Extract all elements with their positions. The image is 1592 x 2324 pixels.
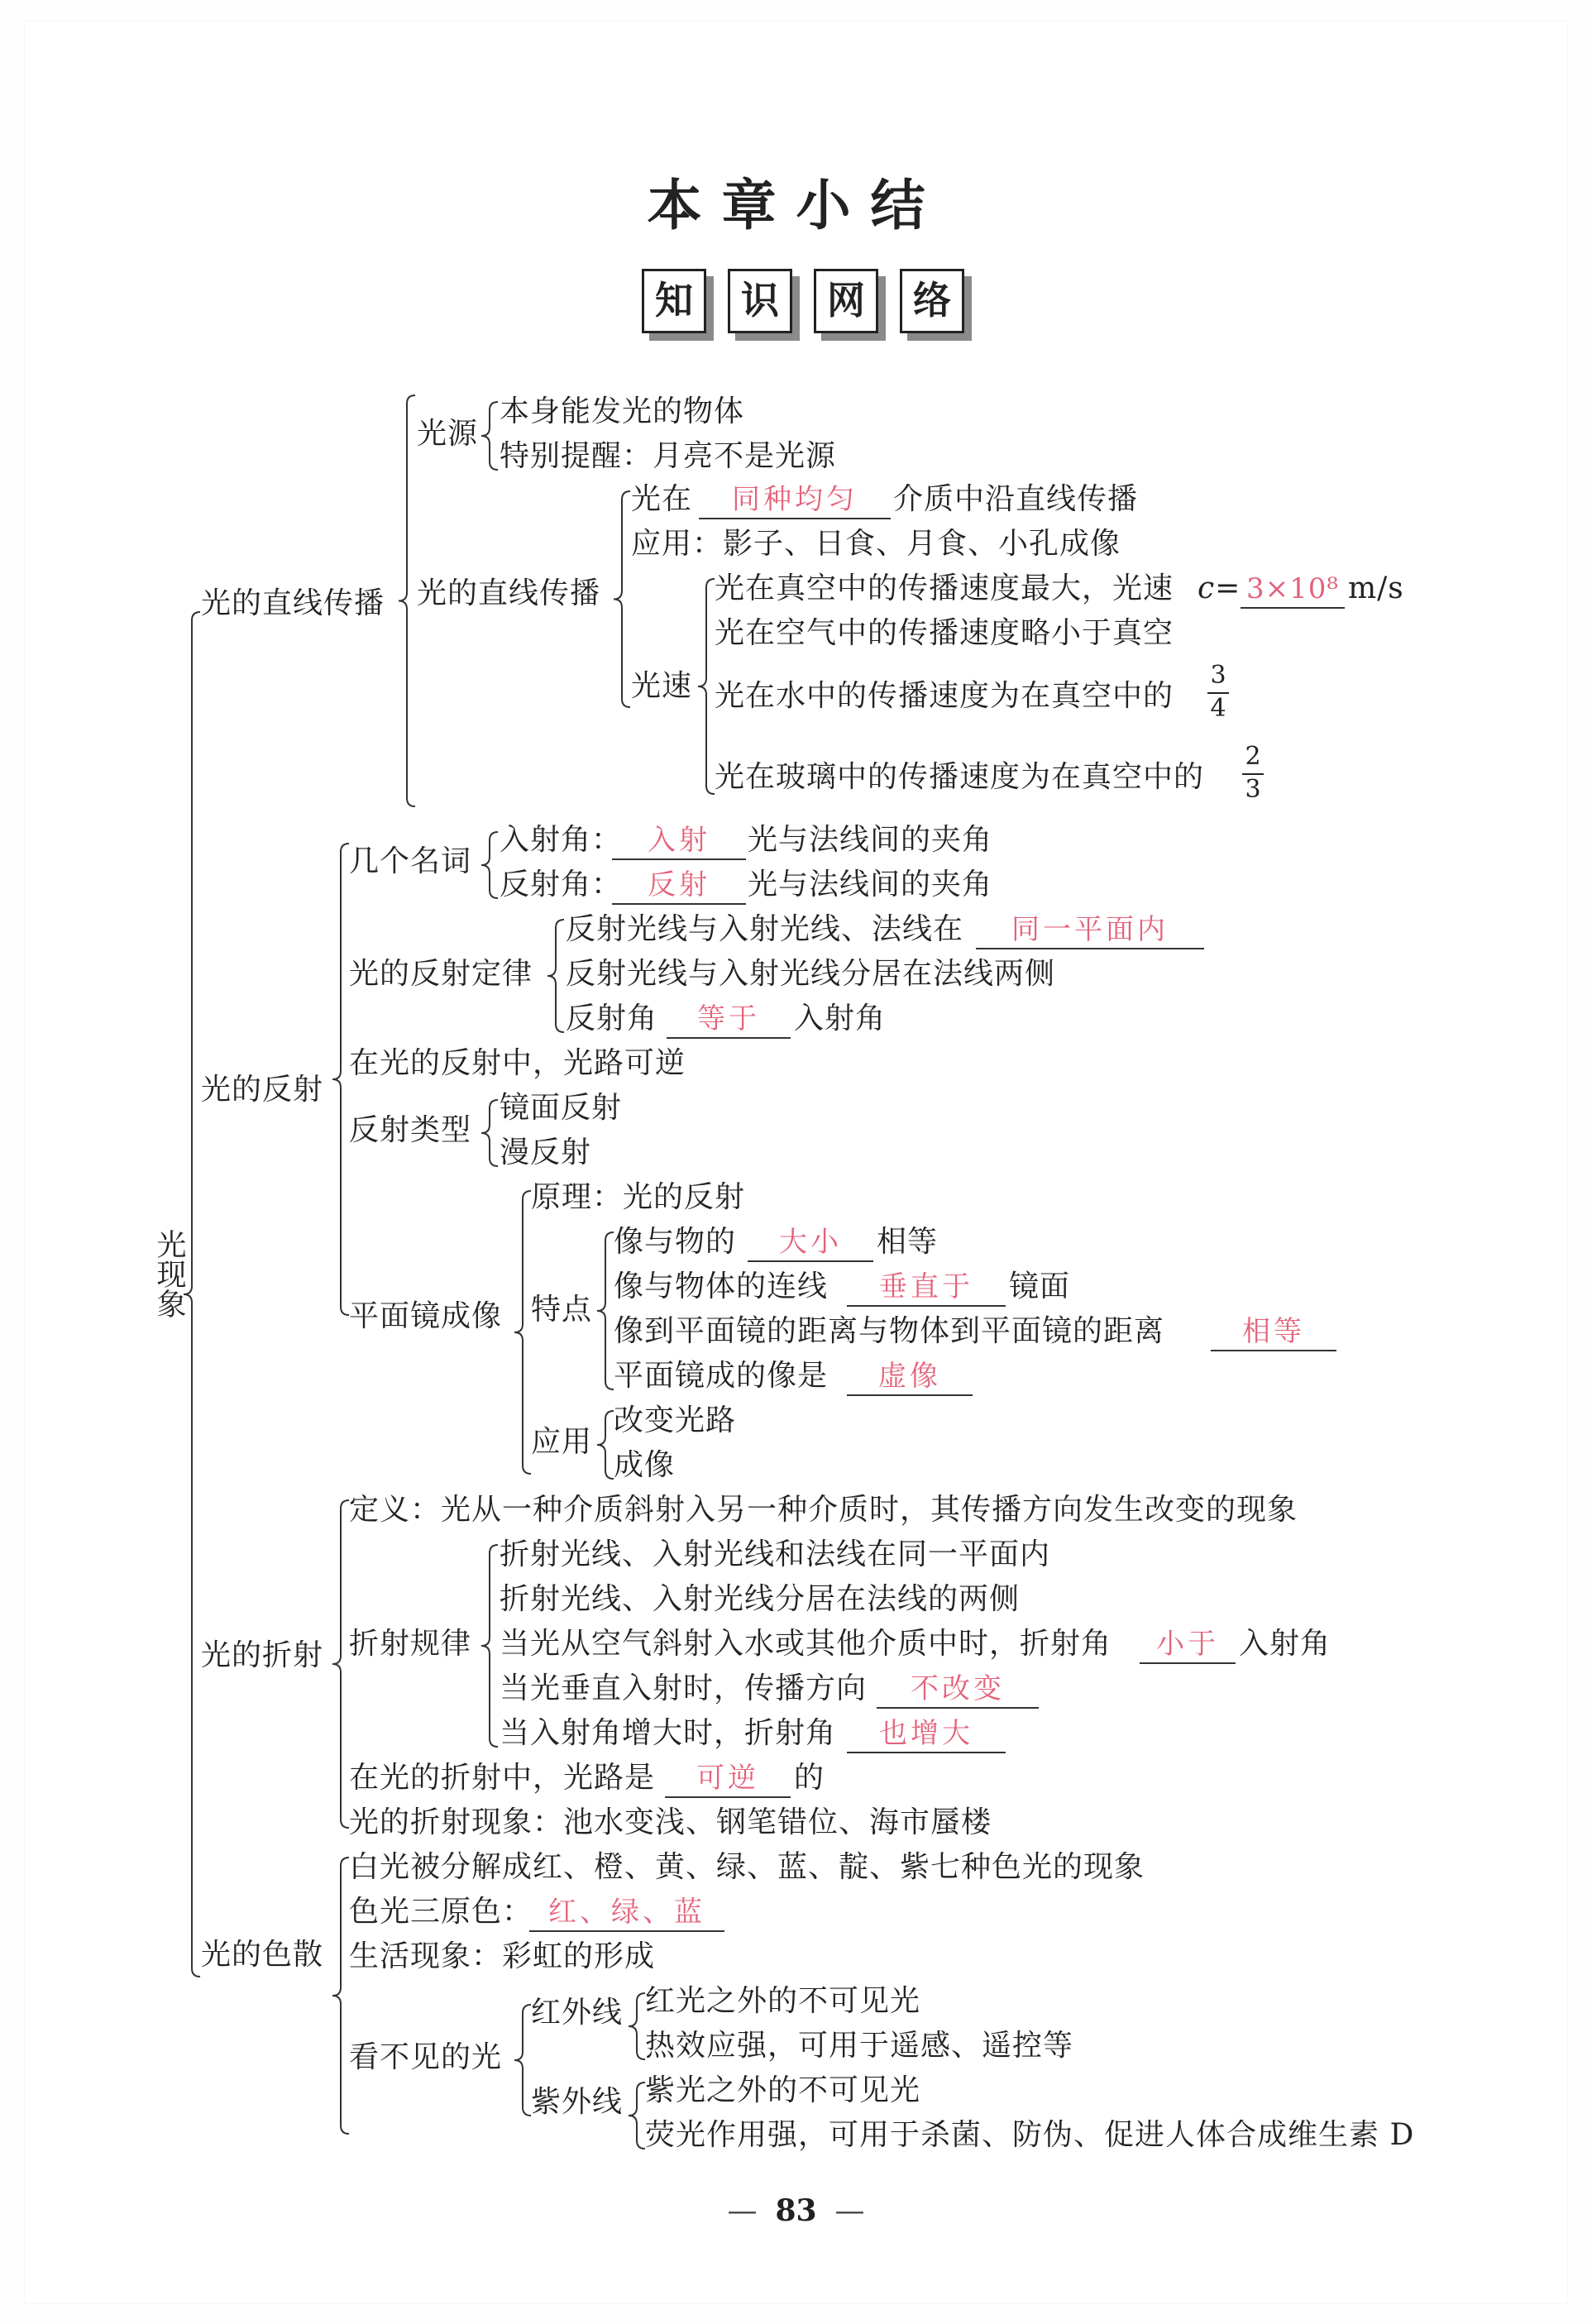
law-2: 反射光线与入射光线分居在法线两侧 <box>566 957 1056 991</box>
law-1-pre: 反射光线与入射光线、法线在 <box>566 912 964 946</box>
brace-reflection <box>332 844 349 1315</box>
light-source-label: 光源 <box>417 417 479 451</box>
mirror-features-label: 特点 <box>531 1293 593 1327</box>
straight-condition-post: 介质中沿直线传播 <box>893 482 1139 516</box>
answer-equal-to: 等于 <box>667 1001 791 1039</box>
type-diffuse: 漫反射 <box>500 1136 592 1169</box>
brace-straight <box>399 395 415 806</box>
plane-mirror-label: 平面镜成像 <box>349 1299 503 1333</box>
invisible-light-label: 看不见的光 <box>349 2040 503 2074</box>
refraction-definition: 定义：光从一种介质斜射入另一种介质时，其传播方向发生改变的现象 <box>349 1493 1298 1527</box>
answer-uniform-medium: 同种均匀 <box>699 481 891 519</box>
incidence-angle-pre: 入射角： <box>500 823 623 857</box>
light-source-item-1: 本身能发光的物体 <box>500 395 745 428</box>
section-label-char-2: 识 <box>728 269 792 333</box>
water-fraction-denominator: 4 <box>1210 694 1226 723</box>
feature-2-post: 镜面 <box>1009 1270 1071 1303</box>
page-number-value: 83 <box>775 2193 817 2228</box>
brace-straight-propagation <box>614 491 630 707</box>
mirror-use-label: 应用 <box>531 1425 593 1459</box>
branch-refraction: 光的折射 <box>201 1638 324 1672</box>
brace-reflection-law <box>547 920 564 1032</box>
speed-unit: m/s <box>1348 571 1404 605</box>
water-fraction-numerator: 3 <box>1210 661 1226 690</box>
glass-fraction-denominator: 3 <box>1245 775 1261 804</box>
answer-reversible: 可逆 <box>665 1760 791 1798</box>
terms-label: 几个名词 <box>349 844 472 878</box>
brace-plane-mirror <box>514 1191 531 1474</box>
brace-light-speed <box>698 579 715 794</box>
law-3-pre: 反射角 <box>566 1002 658 1035</box>
speed-water: 光在水中的传播速度为在真空中的 <box>715 679 1174 713</box>
answer-less-than: 小于 <box>1140 1626 1236 1664</box>
ultraviolet-item-2: 荧光作用强，可用于杀菌、防伪、促进人体合成维生素 D <box>645 2118 1415 2152</box>
root-label: 光现象 <box>152 1229 186 1318</box>
speed-vacuum-pre: 光在真空中的传播速度最大，光速 <box>715 571 1174 605</box>
dispersion-life-phenomenon: 生活现象：彩虹的形成 <box>349 1939 656 1973</box>
brace-refraction <box>332 1500 349 1828</box>
brace-light-source <box>481 402 498 470</box>
light-speed-label: 光速 <box>631 669 693 703</box>
speed-symbol: c= <box>1198 571 1241 605</box>
refraction-reversible-post: 的 <box>794 1761 825 1795</box>
dispersion-definition: 白光被分解成红、橙、黄、绿、蓝、靛、紫七种色光的现象 <box>349 1850 1145 1884</box>
reflection-types-label: 反射类型 <box>349 1113 472 1147</box>
refraction-reversible-pre: 在光的折射中，光路是 <box>349 1761 656 1795</box>
refraction-rules-label: 折射规律 <box>349 1627 472 1661</box>
rule-1: 折射光线、入射光线和法线在同一平面内 <box>500 1537 1051 1571</box>
speed-air: 光在空气中的传播速度略小于真空 <box>715 616 1174 650</box>
answer-unchanged: 不改变 <box>877 1671 1039 1709</box>
reflection-law-label: 光的反射定律 <box>349 957 533 991</box>
section-label-char-3: 网 <box>814 269 878 333</box>
feature-2-pre: 像与物体的连线 <box>614 1270 829 1303</box>
brace-mirror-use <box>597 1411 614 1479</box>
straight-condition-pre: 光在 <box>631 482 693 516</box>
section-label-char-4: 络 <box>900 269 964 333</box>
type-specular: 镜面反射 <box>500 1091 623 1125</box>
reflection-angle-post: 光与法线间的夹角 <box>748 868 993 901</box>
feature-1-pre: 像与物的 <box>614 1225 737 1259</box>
answer-also-increases: 也增大 <box>847 1715 1006 1753</box>
feature-4-pre: 平面镜成的像是 <box>614 1359 829 1393</box>
chapter-summary-title: 本章小结 <box>647 173 945 237</box>
straight-propagation-label: 光的直线传播 <box>417 576 601 610</box>
infrared-item-2: 热效应强，可用于遥感、遥控等 <box>645 2029 1074 2063</box>
use-change-path: 改变光路 <box>614 1403 737 1437</box>
ultraviolet-item-1: 紫光之外的不可见光 <box>645 2073 921 2107</box>
branch-dispersion: 光的色散 <box>201 1938 324 1972</box>
answer-virtual-image: 虚像 <box>847 1358 973 1396</box>
straight-application: 应用：影子、日食、月食、小孔成像 <box>631 527 1121 561</box>
answer-perpendicular: 垂直于 <box>847 1269 1006 1307</box>
branch-straight: 光的直线传播 <box>201 586 385 620</box>
section-label-char-1: 知 <box>642 269 706 333</box>
brace-invisible-light <box>514 2005 531 2116</box>
incidence-angle-post: 光与法线间的夹角 <box>748 823 993 857</box>
speed-glass: 光在玻璃中的传播速度为在真空中的 <box>715 760 1205 794</box>
brace-infrared <box>629 1993 645 2059</box>
law-3-post: 入射角 <box>794 1002 887 1035</box>
brace-features <box>597 1232 614 1389</box>
glass-fraction-numerator: 2 <box>1245 742 1261 771</box>
answer-reflected: 反射 <box>612 867 746 905</box>
ultraviolet-label: 紫外线 <box>531 2085 624 2119</box>
page-number: — 83 — <box>727 2193 865 2228</box>
answer-same-plane: 同一平面内 <box>976 911 1204 949</box>
answer-primary-colors: 红、绿、蓝 <box>529 1894 724 1932</box>
rule-5-pre: 当入射角增大时，折射角 <box>500 1716 837 1750</box>
brace-refraction-rules <box>481 1545 498 1747</box>
feature-1-post: 相等 <box>877 1225 939 1259</box>
answer-incident: 入射 <box>612 822 746 860</box>
use-imaging: 成像 <box>614 1448 676 1482</box>
rule-4-pre: 当光垂直入射时，传播方向 <box>500 1671 868 1705</box>
branch-reflection: 光的反射 <box>201 1073 324 1107</box>
rule-3-pre: 当光从空气斜射入水或其他介质中时，折射角 <box>500 1627 1112 1661</box>
refraction-phenomena: 光的折射现象：池水变浅、钢笔错位、海市蜃楼 <box>349 1805 992 1839</box>
brace-dispersion <box>332 1858 349 2134</box>
answer-size: 大小 <box>748 1224 873 1262</box>
light-source-item-2: 特别提醒：月亮不是光源 <box>500 439 837 473</box>
rule-2: 折射光线、入射光线分居在法线的两侧 <box>500 1582 1021 1616</box>
root-node <box>151 1229 184 1327</box>
primary-colors-pre: 色光三原色： <box>349 1895 533 1929</box>
answer-light-speed: 3×10⁸ <box>1241 571 1345 609</box>
rule-3-post: 入射角 <box>1239 1627 1331 1661</box>
brace-reflection-types <box>481 1100 498 1166</box>
answer-equal: 相等 <box>1211 1313 1336 1351</box>
mirror-principle: 原理：光的反射 <box>531 1180 746 1214</box>
reflection-angle-pre: 反射角： <box>500 868 623 901</box>
infrared-item-1: 红光之外的不可见光 <box>645 1984 921 2018</box>
feature-3-pre: 像到平面镜的距离与物体到平面镜的距离 <box>614 1314 1165 1348</box>
reflection-reversible: 在光的反射中，光路可逆 <box>349 1046 686 1080</box>
brace-ultraviolet <box>629 2083 645 2149</box>
infrared-label: 红外线 <box>531 1996 624 2030</box>
brace-terms <box>481 832 498 898</box>
